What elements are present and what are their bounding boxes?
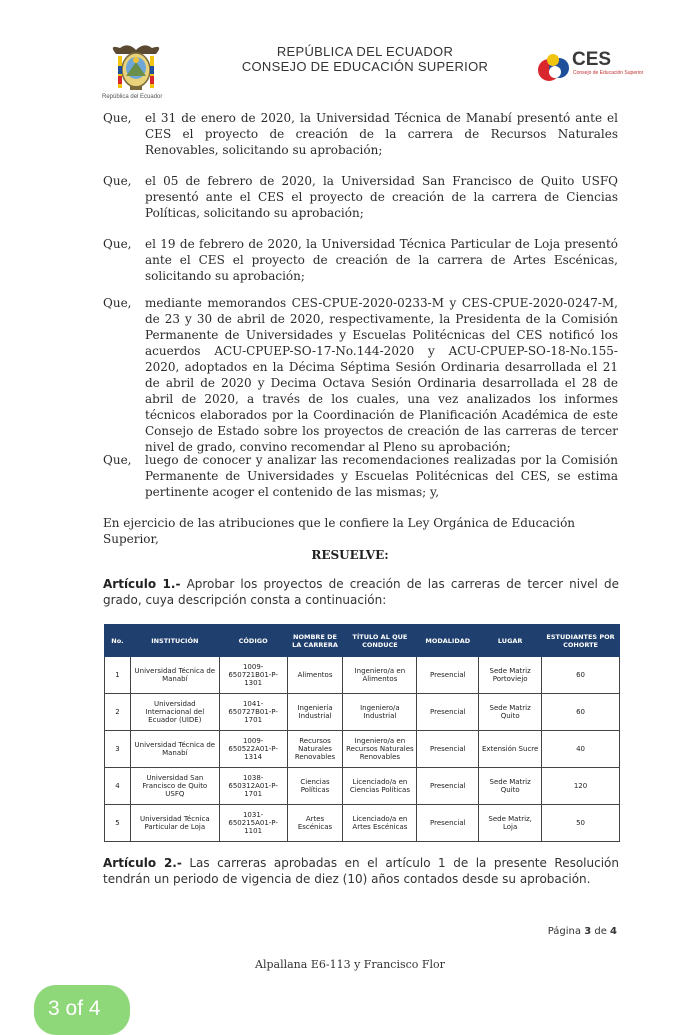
table-cell: Licenciado/a en Ciencias Políticas xyxy=(343,768,417,805)
table-cell: 50 xyxy=(542,805,620,842)
table-cell: Universidad Técnica de Manabí xyxy=(130,657,219,694)
ecuador-coat-of-arms-icon xyxy=(108,40,164,100)
table-cell: Sede Matriz Quito xyxy=(479,768,542,805)
table-cell: Sede Matriz, Loja xyxy=(479,805,542,842)
considerando-text: el 05 de febrero de 2020, la Universidad San Francisco de Quito USFQ presentó ante el CES el proyecto de creación de la carrera de Ciencias Políticas, solicitando su aprobación; xyxy=(145,174,618,220)
table-cell: 1038-650312A01-P-1701 xyxy=(219,768,287,805)
table-cell: 1009-650522A01-P-1314 xyxy=(219,731,287,768)
header-cell: INSTITUCIÓN xyxy=(130,625,219,657)
resuelve-heading: RESUELVE: xyxy=(311,548,389,562)
table-header-row xyxy=(105,625,620,657)
table-cell: Recursos Naturales Renovables xyxy=(287,731,343,768)
table-cell: Alimentos xyxy=(287,657,343,694)
considerando-5 xyxy=(103,452,618,500)
articulo-1-text: Aprobar los proyectos de creación de las carreras de tercer nivel de grado, cuya descripción consta a continuación: xyxy=(103,577,619,607)
header-cell: ESTUDIANTES POR COHORTE xyxy=(542,625,620,657)
table-cell: 1031-650215A01-P-1101 xyxy=(219,805,287,842)
table-cell: Sede Matriz Portoviejo xyxy=(479,657,542,694)
table-cell: 60 xyxy=(542,694,620,731)
table-cell: Artes Escénicas xyxy=(287,805,343,842)
header-cell: CÓDIGO xyxy=(219,625,287,657)
articulo-2 xyxy=(103,855,619,887)
footer-address: Alpallana E6-113 y Francisco Flor xyxy=(255,958,445,971)
table-cell: 1041-650727B01-P-1701 xyxy=(219,694,287,731)
page-word: Página xyxy=(547,926,581,937)
table-cell: 1 xyxy=(105,657,131,694)
table-cell: Ingeniero/a en Alimentos xyxy=(343,657,417,694)
table-cell: Presencial xyxy=(417,768,479,805)
table-cell: Ingeniero/a Industrial xyxy=(343,694,417,731)
ejercicio-text: En ejercicio de las atribuciones que le confiere la Ley Orgánica de Educación Superior, xyxy=(103,516,576,546)
que-label: Que, xyxy=(103,111,132,125)
articulo-2-text: Las carreras aprobadas en el artículo 1 de la presente Resolución tendrán un periodo de vigencia de diez (10) años contados desde su aprobación. xyxy=(103,856,620,886)
page-total: 4 xyxy=(610,926,617,937)
considerando-3 xyxy=(103,236,618,284)
page-indicator-badge[interactable] xyxy=(34,985,130,1035)
document-header xyxy=(0,0,700,110)
table-row xyxy=(105,657,620,694)
considerando-text: luego de conocer y analizar las recomendaciones realizadas por la Comisión Permanente de Universidades y Escuelas Politécnicas del CES, se estima pertinente acoger el contenido de las mismas; y, xyxy=(145,453,618,499)
que-label: Que, xyxy=(103,174,132,188)
articulo-2-label: Artículo 2.- xyxy=(103,856,182,870)
header-cell: MODALIDAD xyxy=(417,625,479,657)
page-of: de xyxy=(594,926,607,937)
table-cell: Sede Matriz Quito xyxy=(479,694,542,731)
carreras-table xyxy=(104,624,620,842)
table-cell: Presencial xyxy=(417,731,479,768)
table-cell: Licenciado/a en Artes Escénicas xyxy=(343,805,417,842)
considerando-text: el 19 de febrero de 2020, la Universidad Técnica Particular de Loja presentó ante el CES el proyecto de creación de la carrera de Artes Escénicas, solicitando su aprobación; xyxy=(145,237,618,283)
ces-logo-text: CES xyxy=(572,49,612,70)
page-indicator-text: 3 of 4 xyxy=(48,997,101,1020)
table-row xyxy=(105,768,620,805)
page-number xyxy=(548,926,617,937)
table-cell: Universidad San Francisco de Quito USFQ xyxy=(130,768,219,805)
table-cell: 2 xyxy=(105,694,131,731)
table-cell: 1009-650721B01-P-1301 xyxy=(219,657,287,694)
table-cell: 3 xyxy=(105,731,131,768)
header-cell: TÍTULO AL QUE CONDUCE xyxy=(343,625,417,657)
que-label: Que, xyxy=(103,237,132,251)
table-cell: Presencial xyxy=(417,657,479,694)
que-label: Que, xyxy=(103,453,132,467)
table-cell: 4 xyxy=(105,768,131,805)
considerando-2 xyxy=(103,173,618,221)
considerando-4 xyxy=(103,295,618,455)
table-cell: 60 xyxy=(542,657,620,694)
table-cell: Ciencias Políticas xyxy=(287,768,343,805)
table-cell: Presencial xyxy=(417,694,479,731)
considerando-1 xyxy=(103,110,618,158)
org-line-2: CONSEJO DE EDUCACIÓN SUPERIOR xyxy=(241,59,489,74)
table-cell: Presencial xyxy=(417,805,479,842)
table-cell: Universidad Técnica de Manabí xyxy=(130,731,219,768)
considerando-text: el 31 de enero de 2020, la Universidad Técnica de Manabí presentó ante el CES el proyecto de creación de la carrera de Recursos Naturales Renovables, solicitando su aprobación; xyxy=(145,111,618,157)
table-row xyxy=(105,694,620,731)
table-cell: Ingeniero/a en Recursos Naturales Renovables xyxy=(343,731,417,768)
que-label: Que, xyxy=(103,296,132,310)
table-cell: Extensión Sucre xyxy=(479,731,542,768)
table-row xyxy=(105,805,620,842)
page-current: 3 xyxy=(584,926,592,937)
org-line-1: REPÚBLICA DEL ECUADOR xyxy=(276,44,454,59)
header-cell: LUGAR xyxy=(479,625,542,657)
articulo-1-label: Artículo 1.- xyxy=(103,577,181,591)
considerando-text: mediante memorandos CES-CPUE-2020-0233-M y CES-CPUE-2020-0247-M, de 23 y 30 de abril de 2020, respectivamente, la Presidenta de la Comisión Permanente de Universidades y Escuelas Politécnicas del CES notificó los acuerdos ACU-CPUEP-SO-17-No.144-2020 y ACU-CPUEP-SO-18-No.155-2020, adoptados en la Décima Séptima Sesión Ordinaria desarrollada el 21 de abril de 2020 y Decima Octava Sesión Ordinaria desarrollada el 28 de abril de 2020, a través de los cuales, una vez analizados los informes técnicos elaborados por la Coordinación de Planificación Académica de este Consejo de Estado sobre los proyectos de creación de las carreras de tercer nivel de grado, convino recomendar al Pleno su aprobación; xyxy=(145,296,618,454)
table-cell: Universidad Internacional del Ecuador (UIDE) xyxy=(130,694,219,731)
table-cell: 5 xyxy=(105,805,131,842)
table-cell: 120 xyxy=(542,768,620,805)
ces-logo-subtext: Consejo de Educación Superior xyxy=(573,70,644,76)
shield-caption: República del Ecuador xyxy=(102,94,163,100)
organization-title xyxy=(200,44,530,74)
table-cell: 40 xyxy=(542,731,620,768)
table-row xyxy=(105,731,620,768)
header-cell: No. xyxy=(105,625,131,657)
header-cell: NOMBRE DE LA CARRERA xyxy=(287,625,343,657)
table-cell: Universidad Técnica Particular de Loja xyxy=(130,805,219,842)
articulo-1 xyxy=(103,576,619,608)
table-cell: Ingeniería Industrial xyxy=(287,694,343,731)
